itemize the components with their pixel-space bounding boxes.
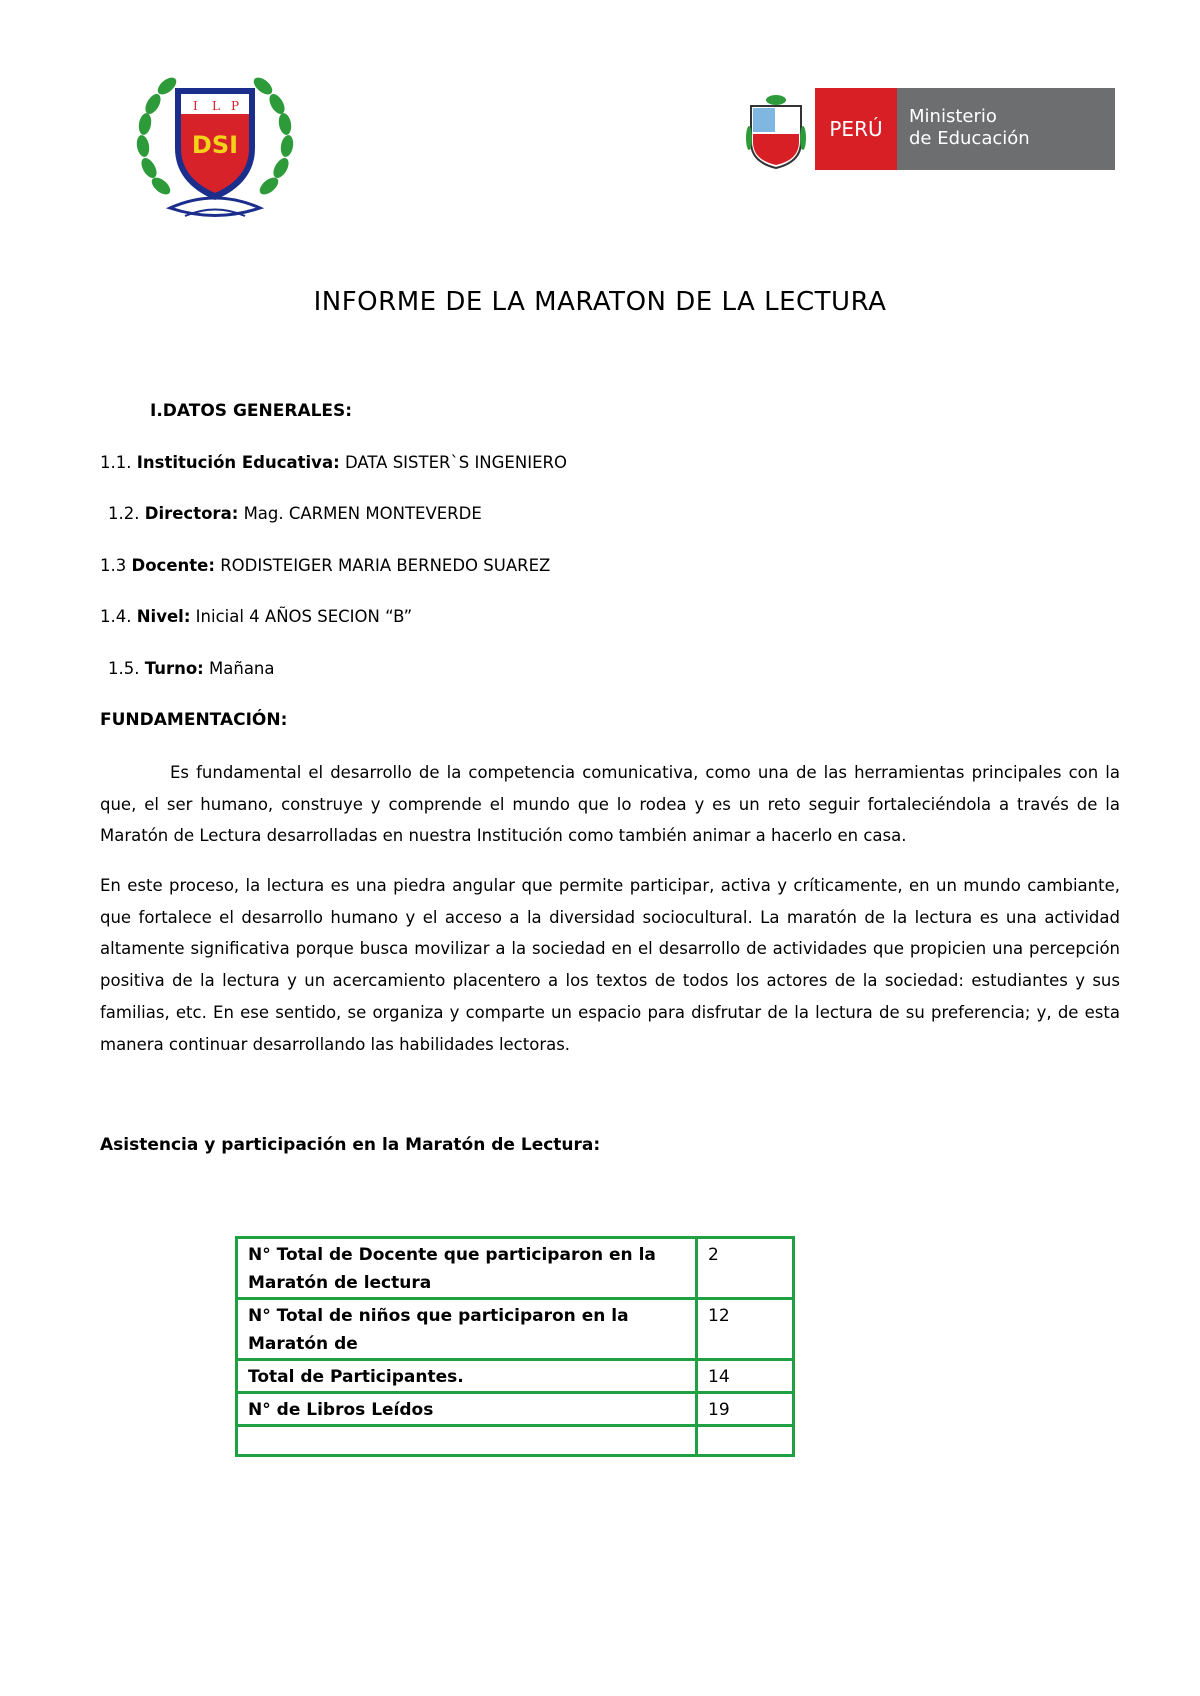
row-label: N° Total de Docente que participaron en la Maratón de lectura	[237, 1238, 697, 1299]
table-row	[237, 1426, 794, 1456]
asistencia-heading: Asistencia y participación en la Maratón de Lectura:	[100, 1135, 601, 1155]
svg-text:L: L	[212, 99, 220, 113]
svg-text:I: I	[193, 99, 198, 113]
table-row	[237, 1299, 794, 1360]
school-logo	[135, 68, 295, 228]
item-docente: 1.3 Docente: RODISTEIGER MARIA BERNEDO SUAREZ	[100, 556, 551, 575]
row-value: 19	[697, 1393, 794, 1426]
table-row	[237, 1360, 794, 1393]
row-label: N° de Libros Leídos	[237, 1393, 697, 1426]
svg-text:P: P	[231, 99, 240, 113]
item-nivel: 1.4. Nivel: Inicial 4 AÑOS SECION “B”	[100, 607, 413, 626]
row-value: 12	[697, 1299, 794, 1360]
row-value: 2	[697, 1238, 794, 1299]
fundamentacion-paragraph-1: Es fundamental el desarrollo de la competencia comunicativa, como una de las herramientas principales con la que, el ser humano, construye y comprende el mundo que lo rodea y es un reto seguir fortaleciéndola a través de la Maratón de Lectura desarrolladas en nuestra Institución como también animar a hacerlo en casa.	[100, 763, 1120, 846]
row-value	[697, 1426, 794, 1456]
row-label	[237, 1426, 697, 1456]
row-label: N° Total de niños que participaron en la Maratón de	[237, 1299, 697, 1360]
minedu-country-label: PERÚ	[815, 88, 897, 170]
fundamentacion-heading: FUNDAMENTACIÓN:	[100, 710, 288, 730]
asistencia-table	[235, 1236, 795, 1457]
item-institucion: 1.1. Institución Educativa: DATA SISTER`S INGENIERO	[100, 453, 567, 472]
datos-generales-heading: I.DATOS GENERALES:	[150, 401, 353, 421]
item-turno: 1.5. Turno: Mañana	[108, 659, 275, 678]
item-directora: 1.2. Directora: Mag. CARMEN MONTEVERDE	[108, 504, 482, 523]
page-title: INFORME DE LA MARATON DE LA LECTURA	[313, 287, 887, 317]
row-value: 14	[697, 1360, 794, 1393]
row-label: Total de Participantes.	[237, 1360, 697, 1393]
peru-coat-of-arms-icon	[745, 92, 807, 170]
table-row	[237, 1393, 794, 1426]
fundamentacion-paragraph-2: En este proceso, la lectura es una piedra angular que permite participar, activa y críticamente, en un mundo cambiante, que fortalece el desarrollo humano y el acceso a la diversidad sociocultural. La maratón de la lectura es una actividad altamente significativa porque busca movilizar a la sociedad en el desarrollo de actividades que propicien una percepción positiva de la lectura y un acercamiento placentero a los textos de todos los actores de la sociedad: estudiantes y sus familias, etc. En ese sentido, se organiza y comparte un espacio para disfrutar de la lectura de su preferencia; y, de esta manera continuar desarrollando las habilidades lectoras.	[100, 876, 1120, 1054]
svg-text:DSI: DSI	[191, 131, 239, 159]
minedu-logo	[745, 88, 1115, 172]
table-row	[237, 1238, 794, 1299]
minedu-name: Ministerio de Educación	[897, 88, 1115, 170]
